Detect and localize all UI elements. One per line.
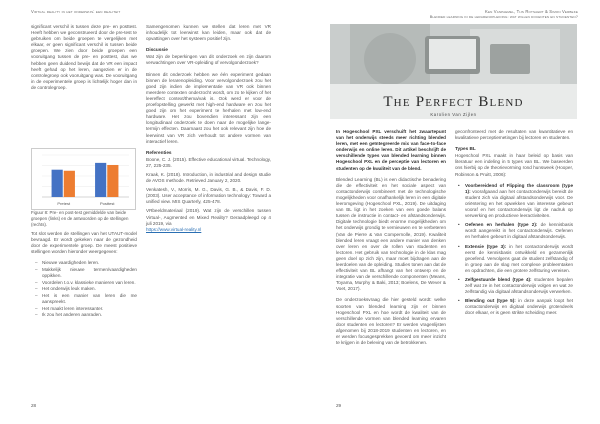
list-item: – Het onderwijs leuk maken. xyxy=(42,286,137,292)
page-number: 29 xyxy=(336,403,342,408)
list-item: – Het is een manier van leren die me aanspreekt. xyxy=(42,293,137,305)
reference-item: Boone, C. J. (2015). Effective educational virtual. Technology, 27, 225-235. xyxy=(146,156,271,168)
reference-item: VRbeeldmateriaal (2019). Wat zijn de verschillen tussen Virtual-, Augmented en Mixed Reality? Geraadpleegd op 4 juli 2019, via xyxy=(146,208,271,226)
reference-item: Kraak, K. (2018). Introduction, in industrial and design studie de AVOS methode. Retrieved January 2, 2020. xyxy=(146,171,271,184)
body-paragraph: Blended Learning (BL) is een didactische benadering die de effectiviteit en het sociale aspect van contactonderwijs combineert met de technologische mogelijkheden voor onafhankelijk leren in een digitale leeromgeving (Hogeschool PXL, 2019). De uitdaging van BL ligt in het zoeken van een goede balans tussen de instructie in contact- en afstandsonderwijs. Digitale technologie biedt enorme mogelijkheden om het onderwijs grondig te vernieuwen en te verbeteren (Van de Pierre & Van Compernolle, 2019). Kwaliteit blended leren vraagt een andere manier van denken over leren en over de rollen van studenten en lectoren. Het gebruik van technologie in de klas mag geen doel op zich zijn, maar moet bijdragen aan de leerdoelen van de opleiding. Studies tonen aan dat de effectiviteit van BL afhangt van het ontwerp en de integratie van de verschillende componenten (Means, Toyama, Murphy & Baki, 2013; Boelens, De Wever & Voet, 2017). xyxy=(336,176,446,292)
right-page xyxy=(300,0,600,424)
results-chart xyxy=(31,148,136,210)
list-item: – Het maakt leren interessanter. xyxy=(42,306,137,312)
utaut-paragraph: Tot slot werden de stellingen van het UTAUT-model bevraagd. Er wordt gekeken naar de gezondheid door de experimentele groep. De meest positieve stellingen worden hieronder weergegeven: xyxy=(31,231,137,255)
list-item: – Voordelen t.o.v. klassieke manieren van leren. xyxy=(42,280,137,286)
list-item: • Extensie (type 3): in het contactonderwijs wordt eerst de kennisbasis ontwikkeld en gezamenlijk geoefend. Vervolgens gaat de student zelfstandig of in groep aan de slag met complexe probleemtaken en opdrachten, die een grotere zelfsturing vereisen. xyxy=(465,244,573,274)
running-header-title: Blended learning in de lerarenopleiding: wat willen docenten en studenten? xyxy=(429,15,578,19)
right-column-1 xyxy=(336,129,446,351)
page-number: 28 xyxy=(31,403,37,408)
reference-item: Venkatesh, V., Morris, M. G., Davis, G. B., & Davis, F. D. (2003). User acceptance of information technology: Toward a unified view. MIS Quarterly, 425-478. xyxy=(146,187,271,205)
x-tick-label: Pretest xyxy=(57,201,71,206)
right-column-2 xyxy=(455,129,573,320)
running-header-authors: Ken Vanpaemel, Tijs Rotsaert & Simon Verbeke xyxy=(485,9,578,14)
list-item: – Ik zou het anderen aanraden. xyxy=(42,312,137,318)
types-list xyxy=(455,183,573,317)
body-paragraph: De onderzoeksvraag die hier gesteld wordt: welke soorten van blended learning zijn er binnen Hogeschool PXL en hoe wordt de kwaliteit van de verschillende vormen van blended learning ervaren door studenten en lectoren? Er werden vragenlijsten afgenomen bij 2018-2019 studenten en lectoren, en er werden focusgesprekken gevoerd om meer inzicht te krijgen in de beleving van de betrokkenen. xyxy=(336,297,446,346)
bar xyxy=(64,171,75,197)
conclusion-paragraph: Samengenomen kunnen we stellen dat leren met VR inhoudelijk tot leerwinst kan leiden, maar ook dat de opvattingen over het systeem positief zijn. xyxy=(146,24,271,42)
discussion-paragraph: Binnen dit onderzoek hebben we één experiment gedaan binnen de lerarenopleiding. Voor vervolgonderzoek zou het goed zijn indien de implementatie van VR ook binnen meerdere contexten onderzocht wordt, om zo te kijken of het leereffect context/thema/vak is. Ook werd er voor de proefopstelling gewerkt met high-end hardware en zou het goed zijn om het experiment te herhalen met low-end hardware. Het zou bovendien interessant zijn een longitudinaal onderzoek te doen naar de mogelijke lange-termijn effecten. Daarnaast zou het ook relevant zijn hoe de leerwinst van VR zich verhoudt tot andere vormen van interactief leren. xyxy=(146,71,271,144)
hero-image xyxy=(330,24,577,119)
list-item: • Voorbereidend of Flipping the classroom (type 1): voorafgaand aan het contactonderwijs bereidt de student zich via digitaal afstandsonderwijs voor. De oriëntering en het opwekken van interesse gebeurt vooraf en het contactonderwijs ligt de nadruk op verwerking en productieve leeractiviteiten. xyxy=(465,183,573,220)
reference-link[interactable]: https://www.virtual-reality.nl xyxy=(146,226,202,232)
references-heading: Referenties xyxy=(146,149,172,155)
statement-list xyxy=(31,260,137,318)
bar xyxy=(52,170,63,197)
list-item: • Zelfgestuurde blend (type 4): studenten bepalen zelf wat ze in het contactonderwijs volgen en wat ze zelfstandig via digitaal afstandsonderwijs verwerken. xyxy=(465,277,573,295)
bar xyxy=(107,165,118,197)
types-heading: Types BL xyxy=(455,146,476,152)
discussion-question: Wat zijn de beperkingen van dit onderzoek en zijn daarom verwachtingen over VR-opleiding of vervolgonderzoek? xyxy=(146,54,271,66)
running-header: Virtual reality in het onderwijs: een realiteit xyxy=(31,9,121,14)
types-intro: Hogeschool PXL maakt in haar beleid op basis van literatuur een indeling in 5 types van BL. We baseerden ons hierbij op de theorievorming rond hunsweek (Hooper, Robinson & Pruitt, 2006): xyxy=(455,153,573,177)
bar-chart xyxy=(32,149,135,209)
list-item: • Blending out (type 5): in deze aanpak loopt het contactonderwijs en digitaal onderwijs grotendeels door elkaar, er is geen strikte scheiding meer. xyxy=(465,298,573,316)
list-item: – Makkelijk nieuwe termen/vaardigheden oppikken. xyxy=(42,267,137,279)
list-item: • Oefenen en herhalen (type 2): de kennisbasis wordt aangereikt in het contactonderwijs. Oefenen en herhalen gebeurt in digitaal afstandsonderwijs. xyxy=(465,222,573,240)
left-column-2 xyxy=(146,24,271,233)
x-tick-label: Posttest xyxy=(100,201,115,206)
article-title: The Perfect Blend xyxy=(383,94,524,110)
body-paragraph: geconfronteerd met de resultaten van kwantitatieve en kwalitatieve perceptiemetingen bij lectoren en studenten. xyxy=(455,129,573,141)
figure-caption: Figuur 8: Pre- en post-test gemiddelde van beide groepen (links) en de antwoorden op de stellingen (rechts). xyxy=(31,210,129,227)
intro-paragraph: significant verschil is tussen deze pre- en posttest. Heeft hebben we geconstrueerd door de pre-test te gebruiken om beide groepen te vergelijken met elkaar, er geen significant verschil is tussen beide groepen. We zien door beide groepen een vooruitgang tussen de pre- en posttest, dus we hebben geen duidend bewijs dat de VR een impact heeft gehad op het leren, aangezien er in de controlegroep ook vooruitgang was. De vooruitgang in de experimentele groep is lichtelijk hoger dan in de controlegroep. xyxy=(31,24,137,90)
left-column-1-lower xyxy=(31,231,137,319)
bar xyxy=(95,163,106,197)
article-author: Karolien Van Zijlen xyxy=(430,112,477,117)
lead-paragraph: In Hogeschool PXL verschuift het zwaartepunt van het onderwijs steeds meer richting blended leren, met een geïntegreerde mix van face-to-face onderwijs en online leren. Dit artikel beschrijft de verschillende types van blended learning binnen Hogeschool PXL en de perceptie van lectoren en studenten op de kwaliteit van de blend. xyxy=(336,129,446,171)
list-item: – Nieuwe vaardigheden leren. xyxy=(42,260,137,266)
left-column-1 xyxy=(31,24,137,96)
discussion-heading: Discussie xyxy=(146,47,168,53)
